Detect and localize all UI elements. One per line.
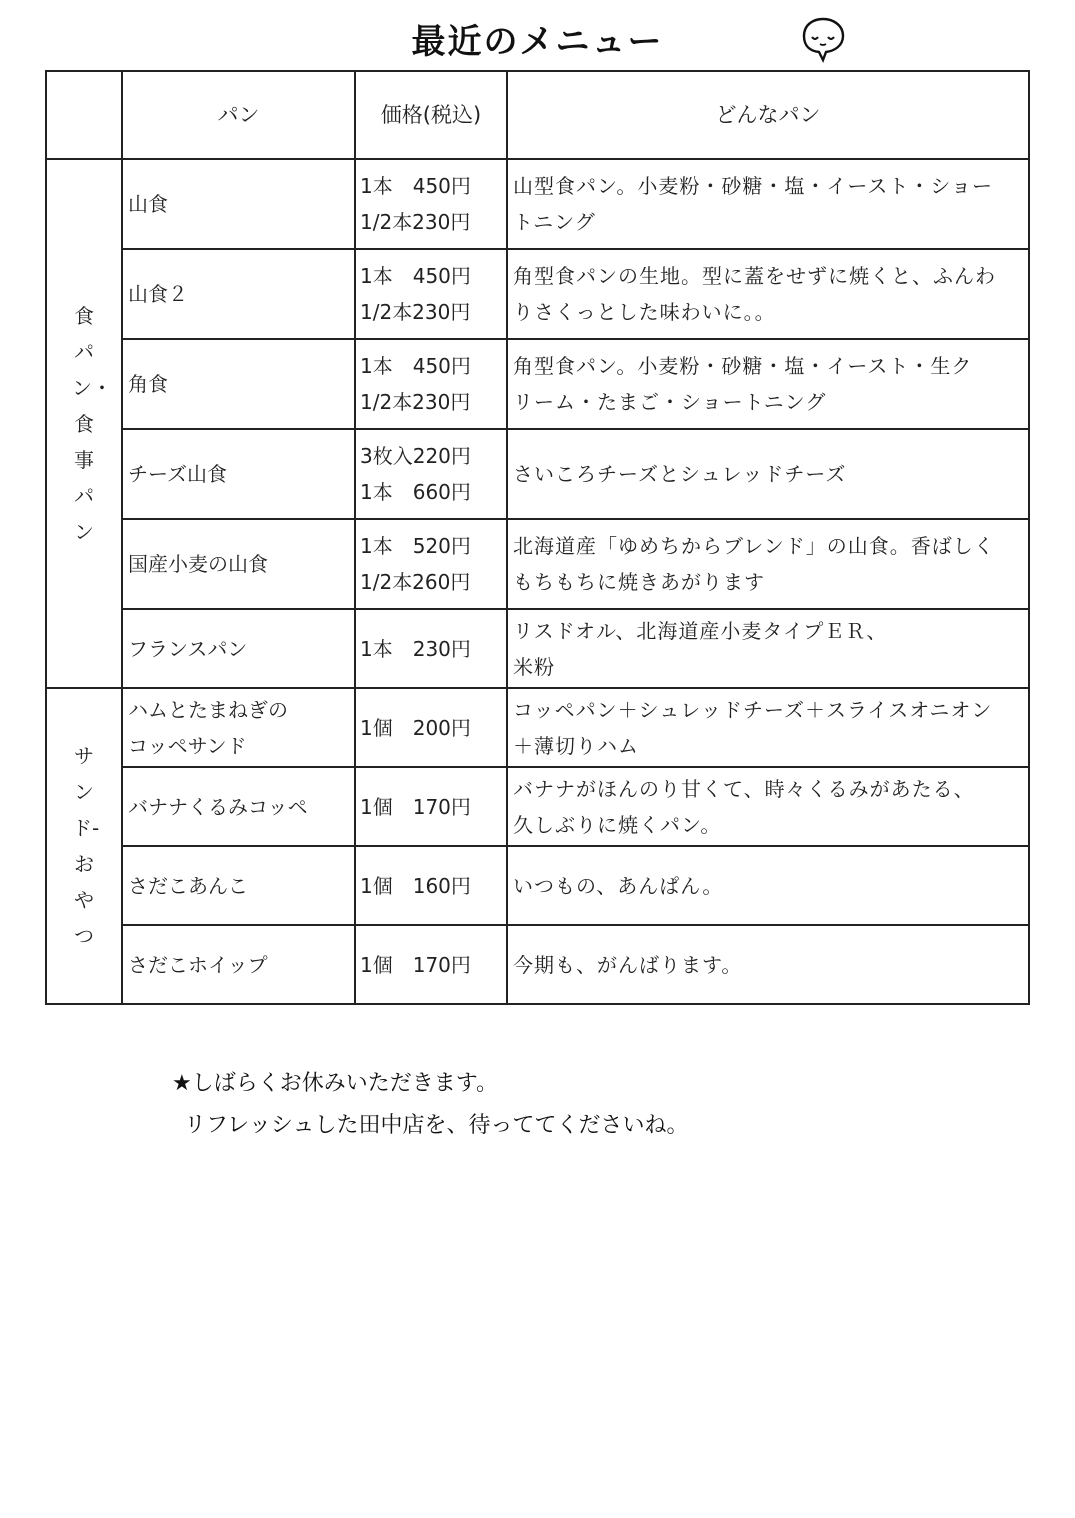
item-description: いつもの、あんぱん。 [507, 846, 1029, 925]
table-row [46, 249, 1029, 339]
item-price: 1本 450円 1/2本230円 [355, 159, 507, 249]
item-description: 角型食パンの生地。型に蓋をせずに焼くと、ふんわ りさくっとした味わいに。。 [507, 249, 1029, 339]
item-name: ハムとたまねぎの コッペサンド [122, 688, 355, 767]
item-name: 山食 [122, 159, 355, 249]
item-description: コッペパン＋シュレッドチーズ＋スライスオニオン ＋薄切りハム [507, 688, 1029, 767]
category-shokupan: 食パン・食事パン [46, 159, 122, 688]
item-name: 角食 [122, 339, 355, 429]
item-price: 1個 170円 [355, 925, 507, 1004]
table-row [46, 767, 1029, 846]
table-row [46, 159, 1029, 249]
item-description: さいころチーズとシュレッドチーズ [507, 429, 1029, 519]
item-name: チーズ山食 [122, 429, 355, 519]
item-price: 1個 200円 [355, 688, 507, 767]
category-sand-oyatsu: サンド-おやつ [46, 688, 122, 1004]
item-description: 角型食パン。小麦粉・砂糖・塩・イースト・生ク リーム・たまご・ショートニング [507, 339, 1029, 429]
item-price: 3枚入220円 1本 660円 [355, 429, 507, 519]
table-row [46, 688, 1029, 767]
closure-notice: ★しばらくお休みいただきます。 [172, 1071, 498, 1096]
item-description: リスドオル、北海道産小麦タイプＥＲ、 米粉 [507, 609, 1029, 688]
mascot-face-icon [798, 16, 848, 64]
header-price: 価格(税込) [355, 71, 507, 159]
item-name: さだこあんこ [122, 846, 355, 925]
page-title: 最近のメニュー [411, 22, 664, 62]
menu-table [45, 70, 1030, 1005]
item-price: 1個 170円 [355, 767, 507, 846]
item-price: 1本 230円 [355, 609, 507, 688]
item-name: 国産小麦の山食 [122, 519, 355, 609]
item-description: 北海道産「ゆめちからブレンド」の山食。香ばしく もちもちに焼きあがります [507, 519, 1029, 609]
table-row [46, 429, 1029, 519]
item-description: 今期も、がんばります。 [507, 925, 1029, 1004]
item-name: バナナくるみコッペ [122, 767, 355, 846]
item-price: 1個 160円 [355, 846, 507, 925]
header-category [46, 71, 122, 159]
item-price: 1本 450円 1/2本230円 [355, 249, 507, 339]
table-row [46, 339, 1029, 429]
item-name: 山食２ [122, 249, 355, 339]
table-row [46, 609, 1029, 688]
item-price: 1本 450円 1/2本230円 [355, 339, 507, 429]
item-price: 1本 520円 1/2本260円 [355, 519, 507, 609]
item-description: バナナがほんのり甘くて、時々くるみがあたる、 久しぶりに焼くパン。 [507, 767, 1029, 846]
item-name: さだこホイップ [122, 925, 355, 1004]
refresh-message: リフレッシュした田中店を、待っててくださいね。 [184, 1113, 689, 1138]
header-description: どんなパン [507, 71, 1029, 159]
header-row [46, 71, 1029, 159]
table-row [46, 519, 1029, 609]
item-description: 山型食パン。小麦粉・砂糖・塩・イースト・ショー トニング [507, 159, 1029, 249]
table-row [46, 925, 1029, 1004]
item-name: フランスパン [122, 609, 355, 688]
table-row [46, 846, 1029, 925]
header-bread: パン [122, 71, 355, 159]
